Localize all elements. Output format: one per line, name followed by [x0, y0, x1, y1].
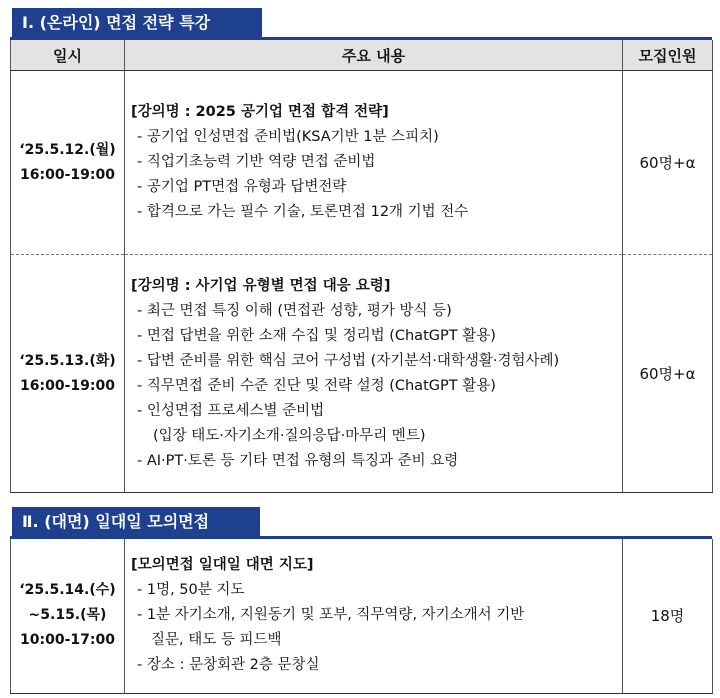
list-item: - 장소 : 문창회관 2층 문창실 [137, 657, 320, 674]
table-header-row [11, 40, 713, 71]
session-date-day: ‘25.5.13.(화) [19, 352, 116, 369]
section2-title-banner [12, 507, 260, 537]
list-item-continuation: (입장 태도·자기소개·질의응답·마무리 멘트) [153, 427, 426, 444]
table-row [11, 255, 713, 493]
list-item: - 1명, 50분 지도 [137, 582, 245, 599]
session-date-start: ‘25.5.14.(수) [19, 582, 116, 599]
list-item: - 직업기초능력 기반 역량 면접 준비법 [137, 154, 376, 170]
list-item: - 1분 자기소개, 지원동기 및 포부, 직무역량, 자기소개서 기반 [137, 607, 525, 624]
capacity-value: 18명 [623, 539, 713, 693]
section1-table [10, 40, 713, 493]
list-item-continuation: 질문, 태도 등 피드백 [151, 632, 282, 649]
list-item: - 공기업 인성면접 준비법(KSA기반 1분 스피치) [137, 129, 439, 145]
list-item: - 면접 답변을 위한 소재 수집 및 정리법 (ChatGPT 활용) [137, 327, 496, 344]
session-date [11, 539, 125, 693]
capacity-value: 60명+α [623, 255, 713, 493]
session-date-day: ‘25.5.12.(월) [19, 141, 116, 158]
section2-title: Ⅱ. (대면) 일대일 모의면접 [22, 512, 210, 531]
list-item: - 합격으로 가는 필수 기술, 토론면접 12개 기법 전수 [137, 204, 469, 220]
list-item: - 답변 준비를 위한 핵심 코어 구성법 (자기분석·대학생활·경험사례) [137, 352, 560, 369]
table-row [11, 539, 713, 693]
table-row [11, 71, 713, 255]
header-content: 주요 내용 [125, 40, 623, 71]
section1-title: Ⅰ. (온라인) 면접 전략 특강 [22, 13, 211, 32]
session-date-time: 16:00-19:00 [20, 166, 115, 183]
session-content [125, 71, 623, 255]
list-item: - 직무면접 준비 수준 진단 및 전략 설정 (ChatGPT 활용) [137, 377, 496, 394]
lecture-title: [강의명 : 2025 공기업 면접 합격 전략] [131, 104, 389, 120]
section1-title-banner [12, 8, 262, 38]
session-content [125, 539, 623, 693]
list-item: - 공기업 PT면접 유형과 답변전략 [137, 179, 347, 195]
capacity-value: 60명+α [623, 71, 713, 255]
session-date-time: 16:00-19:00 [20, 377, 115, 394]
lecture-title: [모의면접 일대일 대면 지도] [131, 557, 314, 574]
list-item: - 인성면접 프로세스별 준비법 [137, 402, 325, 419]
section2-table [10, 539, 713, 694]
session-content [125, 255, 623, 493]
list-item: - AI·PT·토론 등 기타 면접 유형의 특징과 준비 요령 [137, 452, 459, 469]
session-date [11, 255, 125, 493]
session-date-end: ~5.15.(목) [28, 607, 107, 624]
header-date: 일시 [11, 40, 125, 71]
list-item: - 최근 면접 특징 이해 (면접관 성향, 평가 방식 등) [137, 302, 452, 319]
header-capacity: 모집인원 [623, 40, 713, 71]
lecture-title: [강의명 : 사기업 유형별 면접 대응 요령] [131, 277, 391, 294]
session-date [11, 71, 125, 255]
session-date-time: 10:00-17:00 [20, 632, 115, 649]
